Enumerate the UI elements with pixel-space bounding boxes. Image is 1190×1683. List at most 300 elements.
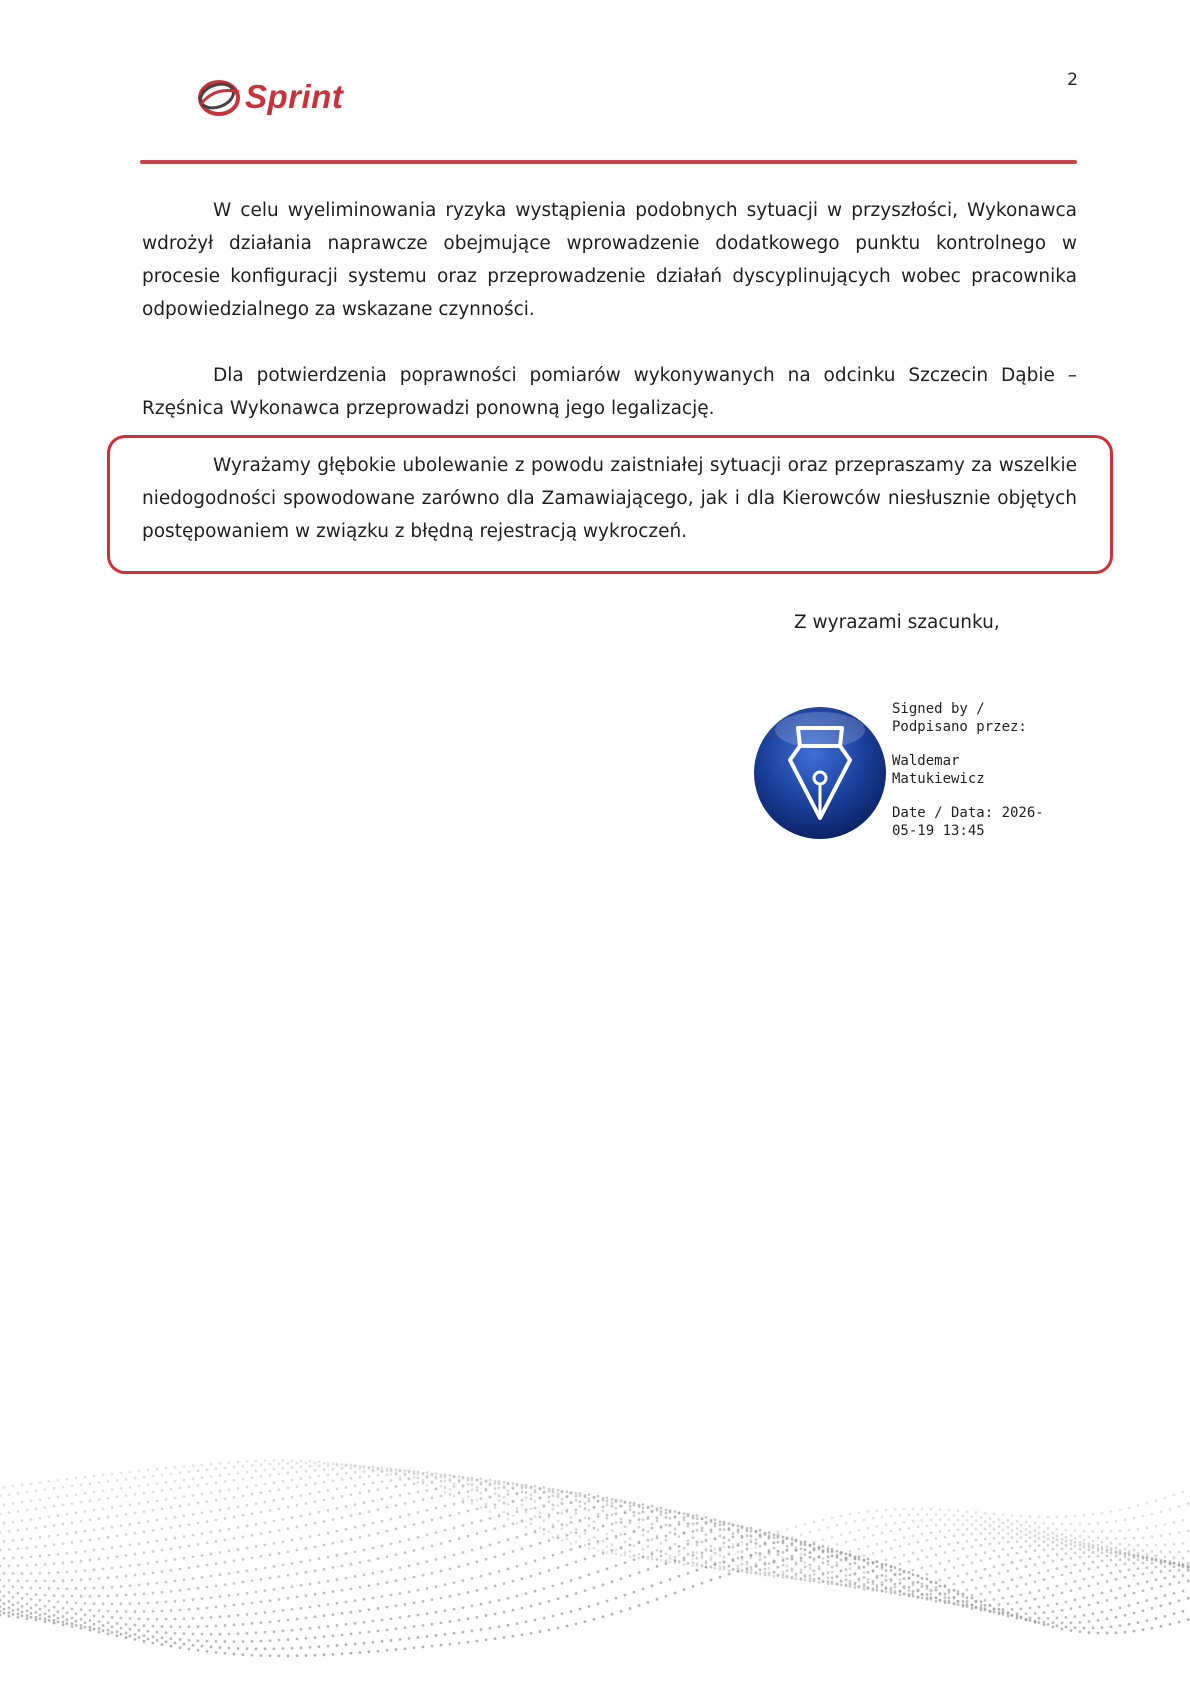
wave-dot bbox=[980, 1516, 983, 1519]
wave-dot bbox=[21, 1519, 24, 1522]
wave-dot bbox=[647, 1530, 650, 1533]
wave-dot bbox=[930, 1531, 933, 1534]
wave-dot bbox=[512, 1482, 515, 1485]
wave-dot bbox=[1101, 1592, 1104, 1595]
wave-dot bbox=[552, 1536, 555, 1539]
wave-dot bbox=[957, 1557, 960, 1560]
wave-dot bbox=[170, 1506, 173, 1509]
wave-dot bbox=[183, 1599, 186, 1602]
wave-dot bbox=[1169, 1508, 1172, 1511]
wave-dot bbox=[350, 1477, 353, 1480]
wave-dot bbox=[530, 1632, 533, 1635]
wave-dot bbox=[624, 1533, 627, 1536]
wave-dot bbox=[111, 1625, 114, 1628]
wave-dot bbox=[858, 1579, 861, 1582]
wave-dot bbox=[269, 1490, 272, 1493]
wave-dot bbox=[395, 1485, 398, 1488]
wave-dot bbox=[1151, 1562, 1154, 1565]
wave-dot bbox=[1182, 1491, 1185, 1494]
wave-dot bbox=[350, 1611, 353, 1614]
wave-dot bbox=[755, 1530, 758, 1533]
wave-dot bbox=[273, 1468, 276, 1471]
wave-dot bbox=[678, 1512, 681, 1515]
wave-dot bbox=[269, 1620, 272, 1623]
wave-dot bbox=[318, 1491, 321, 1494]
wave-dot bbox=[89, 1518, 92, 1521]
wave-dot bbox=[107, 1556, 110, 1559]
wave-dot bbox=[251, 1512, 254, 1515]
wave-dot bbox=[408, 1564, 411, 1567]
wave-dot bbox=[422, 1479, 425, 1482]
wave-dot bbox=[822, 1551, 825, 1554]
wave-dot bbox=[57, 1571, 60, 1574]
wave-dot bbox=[332, 1468, 335, 1471]
wave-dot bbox=[773, 1541, 776, 1544]
wave-dot bbox=[782, 1573, 785, 1576]
wave-dot bbox=[363, 1574, 366, 1577]
wave-dot bbox=[975, 1587, 978, 1590]
wave-dot bbox=[1029, 1525, 1032, 1528]
wave-dot bbox=[980, 1576, 983, 1579]
wave-dot bbox=[1160, 1604, 1163, 1607]
wave-dot bbox=[332, 1518, 335, 1521]
wave-dot bbox=[1007, 1602, 1010, 1605]
wave-dot bbox=[858, 1558, 861, 1561]
wave-dot bbox=[930, 1589, 933, 1592]
wave-dot bbox=[647, 1568, 650, 1571]
wave-dot bbox=[39, 1498, 42, 1501]
wave-dot bbox=[66, 1494, 69, 1497]
wave-dot bbox=[570, 1521, 573, 1524]
wave-dot bbox=[291, 1629, 294, 1632]
wave-dot bbox=[1020, 1515, 1023, 1518]
wave-dot bbox=[980, 1604, 983, 1607]
wave-dot bbox=[255, 1612, 258, 1615]
wave-dot bbox=[827, 1526, 830, 1529]
wave-dot bbox=[1065, 1540, 1068, 1543]
wave-dot bbox=[957, 1528, 960, 1531]
wave-dot bbox=[818, 1528, 821, 1531]
wave-dot bbox=[759, 1558, 762, 1561]
wave-dot bbox=[660, 1555, 663, 1558]
wave-dot bbox=[1034, 1529, 1037, 1532]
wave-dot bbox=[471, 1577, 474, 1580]
wave-dot bbox=[440, 1621, 443, 1624]
wave-dot bbox=[539, 1572, 542, 1575]
wave-dot bbox=[849, 1567, 852, 1570]
wave-dot bbox=[566, 1508, 569, 1511]
wave-dot bbox=[1146, 1553, 1149, 1556]
wave-dot bbox=[836, 1554, 839, 1557]
wave-dot bbox=[278, 1598, 281, 1601]
wave-dot bbox=[768, 1537, 771, 1540]
wave-dot bbox=[876, 1543, 879, 1546]
wave-dot bbox=[269, 1463, 272, 1466]
wave-dot bbox=[278, 1552, 281, 1555]
wave-dot bbox=[647, 1539, 650, 1542]
wave-dot bbox=[53, 1505, 56, 1508]
wave-dot bbox=[521, 1519, 524, 1522]
wave-dot bbox=[399, 1592, 402, 1595]
wave-dot bbox=[147, 1618, 150, 1621]
wave-dot bbox=[179, 1609, 182, 1612]
wave-dot bbox=[273, 1542, 276, 1545]
wave-dot bbox=[512, 1515, 515, 1518]
wave-dot bbox=[381, 1544, 384, 1547]
wave-dot bbox=[327, 1580, 330, 1583]
wave-dot bbox=[633, 1558, 636, 1561]
wave-dot bbox=[840, 1569, 843, 1572]
wave-dot bbox=[1133, 1574, 1136, 1577]
wave-dot bbox=[800, 1568, 803, 1571]
wave-dot bbox=[183, 1643, 186, 1646]
wave-dot bbox=[1101, 1611, 1104, 1614]
wave-dot bbox=[948, 1596, 951, 1599]
wave-dot bbox=[188, 1566, 191, 1569]
wave-dot bbox=[485, 1480, 488, 1483]
wave-dot bbox=[597, 1549, 600, 1552]
wave-dot bbox=[530, 1518, 533, 1521]
wave-dot bbox=[791, 1555, 794, 1558]
wave-dot bbox=[1029, 1619, 1032, 1622]
wave-dot bbox=[899, 1589, 902, 1592]
wave-dot bbox=[597, 1495, 600, 1498]
wave-dot bbox=[242, 1653, 245, 1656]
wave-dot bbox=[462, 1485, 465, 1488]
wave-dot bbox=[786, 1557, 789, 1560]
wave-dot bbox=[282, 1459, 285, 1462]
wave-dot bbox=[327, 1603, 330, 1606]
wave-dot bbox=[215, 1606, 218, 1609]
wave-dot bbox=[269, 1599, 272, 1602]
wave-dot bbox=[282, 1587, 285, 1590]
wave-dot bbox=[989, 1574, 992, 1577]
wave-dot bbox=[611, 1580, 614, 1583]
wave-dot bbox=[629, 1550, 632, 1553]
wave-dot bbox=[138, 1617, 141, 1620]
wave-dot bbox=[84, 1602, 87, 1605]
wave-dot bbox=[206, 1650, 209, 1653]
wave-dot bbox=[0, 1549, 1, 1552]
wave-dot bbox=[323, 1635, 326, 1638]
wave-dot bbox=[723, 1561, 726, 1564]
wave-dot bbox=[107, 1516, 110, 1519]
wave-dot bbox=[989, 1524, 992, 1527]
wave-dot bbox=[408, 1538, 411, 1541]
wave-dot bbox=[1101, 1574, 1104, 1577]
wave-dot bbox=[1056, 1544, 1059, 1547]
wave-dot bbox=[1097, 1601, 1100, 1604]
wave-dot bbox=[737, 1557, 740, 1560]
wave-dot bbox=[597, 1515, 600, 1518]
wave-dot bbox=[863, 1588, 866, 1591]
wave-dot bbox=[867, 1581, 870, 1584]
wave-dot bbox=[12, 1585, 15, 1588]
wave-dot bbox=[80, 1501, 83, 1504]
wave-dot bbox=[327, 1464, 330, 1467]
wave-dot bbox=[588, 1500, 591, 1503]
wave-dot bbox=[854, 1586, 857, 1589]
wave-dot bbox=[224, 1624, 227, 1627]
wave-dot bbox=[426, 1612, 429, 1615]
wave-dot bbox=[345, 1486, 348, 1489]
wave-dot bbox=[368, 1475, 371, 1478]
wave-dot bbox=[179, 1568, 182, 1571]
wave-dot bbox=[1079, 1605, 1082, 1608]
wave-dot bbox=[251, 1493, 254, 1496]
wave-dot bbox=[255, 1460, 258, 1463]
wave-dot bbox=[606, 1545, 609, 1548]
wave-dot bbox=[534, 1507, 537, 1510]
wave-dot bbox=[422, 1547, 425, 1550]
wave-dot bbox=[408, 1637, 411, 1640]
wave-dot bbox=[71, 1521, 74, 1524]
wave-dot bbox=[183, 1495, 186, 1498]
wave-dot bbox=[62, 1503, 65, 1506]
wave-dot bbox=[1025, 1550, 1028, 1553]
wave-dot bbox=[665, 1508, 668, 1511]
wave-dot bbox=[89, 1629, 92, 1632]
wave-dot bbox=[278, 1507, 281, 1510]
wave-dot bbox=[764, 1568, 767, 1571]
wave-dot bbox=[939, 1585, 942, 1588]
wave-dot bbox=[305, 1617, 308, 1620]
wave-dot bbox=[719, 1576, 722, 1579]
wave-dot bbox=[651, 1522, 654, 1525]
wave-dot bbox=[341, 1633, 344, 1636]
wave-dot bbox=[818, 1548, 821, 1551]
wave-dot bbox=[1052, 1537, 1055, 1540]
wave-dot bbox=[831, 1536, 834, 1539]
wave-dot bbox=[278, 1639, 281, 1642]
wave-dot bbox=[174, 1558, 177, 1561]
wave-dot bbox=[3, 1557, 6, 1560]
wave-dot bbox=[386, 1606, 389, 1609]
wave-dot bbox=[984, 1604, 987, 1607]
wave-dot bbox=[251, 1579, 254, 1582]
wave-dot bbox=[377, 1508, 380, 1511]
wave-dot bbox=[332, 1590, 335, 1593]
wave-dot bbox=[359, 1586, 362, 1589]
wave-dot bbox=[1034, 1612, 1037, 1615]
wave-dot bbox=[1088, 1555, 1091, 1558]
wave-dot bbox=[773, 1575, 776, 1578]
wave-dot bbox=[233, 1537, 236, 1540]
wave-dot bbox=[372, 1641, 375, 1644]
wave-dot bbox=[1133, 1553, 1136, 1556]
wave-dot bbox=[291, 1562, 294, 1565]
wave-dot bbox=[1025, 1528, 1028, 1531]
wave-dot bbox=[1187, 1562, 1190, 1565]
wave-dot bbox=[300, 1514, 303, 1517]
wave-dot bbox=[926, 1578, 929, 1581]
wave-dot bbox=[962, 1515, 965, 1518]
wave-dot bbox=[1061, 1523, 1064, 1526]
wave-dot bbox=[1110, 1542, 1113, 1545]
wave-dot bbox=[633, 1530, 636, 1533]
wave-dot bbox=[210, 1633, 213, 1636]
wave-dot bbox=[881, 1516, 884, 1519]
wave-dot bbox=[404, 1469, 407, 1472]
wave-dot bbox=[624, 1540, 627, 1543]
wave-dot bbox=[710, 1558, 713, 1561]
wave-dot bbox=[71, 1561, 74, 1564]
wave-dot bbox=[1133, 1592, 1136, 1595]
wave-dot bbox=[228, 1488, 231, 1491]
wave-dot bbox=[1061, 1573, 1064, 1576]
wave-dot bbox=[323, 1468, 326, 1471]
wave-dot bbox=[647, 1545, 650, 1548]
wave-dot bbox=[327, 1474, 330, 1477]
wave-dot bbox=[944, 1596, 947, 1599]
wave-dot bbox=[1079, 1556, 1082, 1559]
wave-dot bbox=[215, 1499, 218, 1502]
wave-dot bbox=[381, 1570, 384, 1573]
wave-dot bbox=[84, 1569, 87, 1572]
wave-dot bbox=[957, 1509, 960, 1512]
wave-dot bbox=[296, 1654, 299, 1657]
wave-dot bbox=[188, 1544, 191, 1547]
wave-dot bbox=[1083, 1514, 1086, 1517]
wave-dot bbox=[642, 1528, 645, 1531]
wave-dot bbox=[296, 1526, 299, 1529]
wave-dot bbox=[611, 1543, 614, 1546]
wave-dot bbox=[525, 1511, 528, 1514]
wave-dot bbox=[404, 1502, 407, 1505]
wave-dot bbox=[723, 1521, 726, 1524]
wave-dot bbox=[350, 1464, 353, 1467]
wave-dot bbox=[615, 1507, 618, 1510]
wave-dot bbox=[246, 1547, 249, 1550]
wave-dot bbox=[138, 1584, 141, 1587]
wave-dot bbox=[678, 1575, 681, 1578]
wave-dot bbox=[305, 1502, 308, 1505]
wave-dot bbox=[768, 1549, 771, 1552]
wave-dot bbox=[791, 1536, 794, 1539]
wave-dot bbox=[287, 1619, 290, 1622]
wave-dot bbox=[975, 1511, 978, 1514]
wave-dot bbox=[471, 1549, 474, 1552]
wave-dot bbox=[111, 1567, 114, 1570]
wave-dot bbox=[566, 1563, 569, 1566]
wave-dot bbox=[341, 1495, 344, 1498]
wave-dot bbox=[701, 1529, 704, 1532]
wave-dot bbox=[44, 1580, 47, 1583]
wave-dot bbox=[219, 1490, 222, 1493]
wave-dot bbox=[651, 1584, 654, 1587]
wave-dot bbox=[669, 1578, 672, 1581]
wave-dot bbox=[210, 1531, 213, 1534]
wave-dot bbox=[876, 1525, 879, 1528]
wave-dot bbox=[75, 1512, 78, 1515]
wave-dot bbox=[314, 1569, 317, 1572]
wave-dot bbox=[903, 1592, 906, 1595]
wave-dot bbox=[885, 1540, 888, 1543]
wave-dot bbox=[287, 1506, 290, 1509]
wave-dot bbox=[741, 1550, 744, 1553]
wave-dot bbox=[179, 1625, 182, 1628]
wave-dot bbox=[39, 1572, 42, 1575]
wave-dot bbox=[503, 1636, 506, 1639]
wave-dot bbox=[728, 1552, 731, 1555]
wave-dot bbox=[399, 1540, 402, 1543]
wave-dot bbox=[539, 1602, 542, 1605]
wave-dot bbox=[462, 1551, 465, 1554]
wave-dot bbox=[993, 1608, 996, 1611]
wave-dot bbox=[1025, 1600, 1028, 1603]
wave-dot bbox=[138, 1636, 141, 1639]
wave-dot bbox=[620, 1610, 623, 1613]
wave-dot bbox=[174, 1480, 177, 1483]
wave-dot bbox=[269, 1654, 272, 1657]
wave-dot bbox=[561, 1612, 564, 1615]
wave-dot bbox=[1065, 1552, 1068, 1555]
wave-dot bbox=[516, 1536, 519, 1539]
wave-dot bbox=[953, 1514, 956, 1517]
wave-dot bbox=[1178, 1599, 1181, 1602]
wave-dot bbox=[588, 1509, 591, 1512]
wave-dot bbox=[804, 1553, 807, 1556]
wave-dot bbox=[1002, 1597, 1005, 1600]
wave-dot bbox=[3, 1503, 6, 1506]
wave-dot bbox=[237, 1548, 240, 1551]
wave-dot bbox=[363, 1483, 366, 1486]
wave-dot bbox=[930, 1547, 933, 1550]
wave-dot bbox=[3, 1612, 6, 1615]
wave-dot bbox=[435, 1611, 438, 1614]
wave-dot bbox=[746, 1561, 749, 1564]
wave-dot bbox=[656, 1534, 659, 1537]
wave-dot bbox=[467, 1495, 470, 1498]
wave-dot bbox=[327, 1532, 330, 1535]
wave-dot bbox=[854, 1562, 857, 1565]
wave-dot bbox=[1169, 1551, 1172, 1554]
wave-dot bbox=[948, 1518, 951, 1521]
wave-dot bbox=[827, 1582, 830, 1585]
wave-dot bbox=[894, 1566, 897, 1569]
wave-dot bbox=[39, 1608, 42, 1611]
wave-dot bbox=[683, 1519, 686, 1522]
wave-dot bbox=[1178, 1581, 1181, 1584]
wave-dot bbox=[12, 1609, 15, 1612]
wave-dot bbox=[449, 1620, 452, 1623]
wave-dot bbox=[894, 1538, 897, 1541]
wave-dot bbox=[1029, 1531, 1032, 1534]
fountain-pen-nib-icon bbox=[750, 700, 896, 846]
wave-dot bbox=[1182, 1590, 1185, 1593]
wave-dot bbox=[1043, 1531, 1046, 1534]
wave-dot bbox=[80, 1560, 83, 1563]
wave-dot bbox=[948, 1577, 951, 1580]
wave-dot bbox=[489, 1484, 492, 1487]
wave-dot bbox=[597, 1602, 600, 1605]
wave-dot bbox=[1074, 1626, 1077, 1629]
wave-dot bbox=[1002, 1536, 1005, 1539]
wave-dot bbox=[741, 1563, 744, 1566]
wave-dot bbox=[44, 1506, 47, 1509]
wave-dot bbox=[606, 1497, 609, 1500]
wave-dot bbox=[183, 1535, 186, 1538]
wave-dot bbox=[1128, 1506, 1131, 1509]
wave-dot bbox=[1088, 1545, 1091, 1548]
wave-dot bbox=[1097, 1619, 1100, 1622]
wave-dot bbox=[750, 1571, 753, 1574]
wave-dot bbox=[1070, 1607, 1073, 1610]
wave-dot bbox=[345, 1601, 348, 1604]
wave-dot bbox=[674, 1515, 677, 1518]
wave-dot bbox=[903, 1554, 906, 1557]
wave-dot bbox=[102, 1602, 105, 1605]
